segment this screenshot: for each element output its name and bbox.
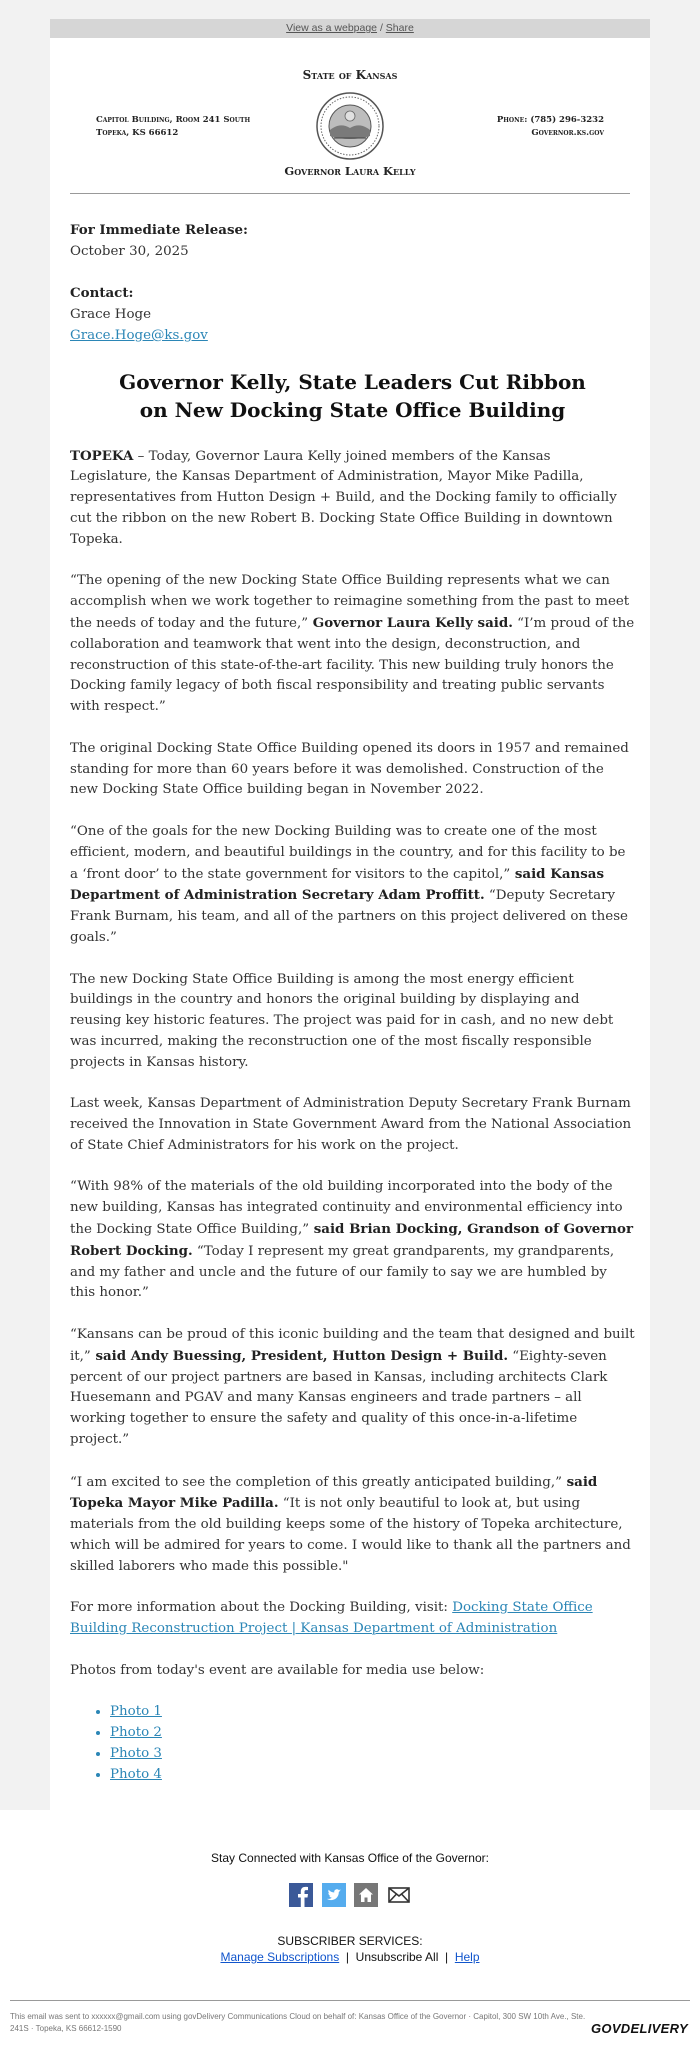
photo-1-link[interactable]: Photo 1	[110, 1704, 162, 1720]
photo-3-link[interactable]: Photo 3	[110, 1745, 162, 1761]
quote-attribution: said Andy Buessing, President, Hutton Design + Build.	[90, 1347, 508, 1364]
governor-name: Governor Laura Kelly	[284, 164, 416, 178]
headline-line-2: on New Docking State Office Building	[139, 397, 566, 422]
headline-line-1: Governor Kelly, State Leaders Cut Ribbon	[119, 369, 586, 394]
social-icons	[0, 1883, 700, 1907]
view-as-webpage-link[interactable]: View as a webpage	[286, 22, 378, 34]
kansas-seal-icon	[316, 92, 384, 160]
quote-text: “It is not only beautiful to look at, but using materials from the old building keeps some of the history of Topeka architecture, which will be admired for years to come. I would like to thank all the partners and skilled laborers who made this possible."	[70, 1496, 631, 1574]
contact-label: Contact:	[70, 285, 134, 302]
paragraph-11: Photos from today's event are available for media use below:	[70, 1662, 485, 1678]
quote-text: “With 98% of the materials of the old building incorporated into the body of the new building, Kansas has integrated continuity and environmental efficiency into the Docking State Office Building,”	[70, 1179, 623, 1238]
paragraph-4	[70, 822, 635, 949]
office-website: Governor.ks.gov	[531, 128, 604, 138]
govdelivery-logo: GOVDELIVERY	[591, 2021, 688, 2036]
list-item	[110, 1702, 635, 1723]
state-title: State of Kansas	[302, 68, 398, 82]
paragraph-8	[70, 1325, 635, 1451]
contact-info	[70, 283, 635, 346]
docking-project-link[interactable]: Docking State Office Building Reconstruction Project | Kansas Department of Administration	[70, 1600, 593, 1637]
office-contact	[497, 114, 604, 140]
release-label: For Immediate Release:	[70, 222, 248, 238]
quote-text: “Eighty-seven percent of our project partners are based in Kansas, including architects Clark Huesemann and PGAV and many Kansas engineers and trade partners – all working together to ensure the safety and quality of this once-in-a-lifetime project.”	[70, 1348, 608, 1448]
footer	[0, 1810, 700, 2054]
quote-attribution: said Topeka Mayor Mike Padilla.	[70, 1473, 598, 1512]
quote-attribution: Governor Laura Kelly said.	[308, 614, 513, 631]
help-link[interactable]: Help	[454, 1950, 480, 1964]
quote-text: “The opening of the new Docking State Office Building represents what we can accomplish when we work together to reimagine something from the past to meet the needs of today and the future,”	[70, 573, 630, 631]
footer-divider	[10, 2000, 690, 2001]
contact-name: Grace Hoge	[70, 307, 151, 323]
photo-list	[70, 1702, 635, 1785]
office-address	[96, 114, 250, 140]
paragraph-5: The new Docking State Office Building is among the most energy efficient buildings in the country and honors the original building by displaying and reusing key historic features. The project was paid for in cash, and no new debt was incurred, making the reconstruction one of the most fiscally responsible projects in Kansas history.	[70, 971, 614, 1070]
paragraph-9	[70, 1472, 635, 1578]
release-info	[70, 220, 635, 263]
list-item	[110, 1723, 635, 1744]
manage-subscriptions-link[interactable]: Manage Subscriptions	[220, 1950, 340, 1964]
address-line-1: Capitol Building, Room 241 South	[96, 115, 251, 125]
quote-attribution: said Brian Docking, Grandson of Governor Robert Docking.	[70, 1221, 634, 1259]
separator: |	[339, 1950, 356, 1964]
quote-text: “Today I represent my great grandparents, my grandparents, and my father and uncle and the future of our family to say we are humbled by this honor.”	[70, 1243, 615, 1301]
separator: |	[438, 1950, 455, 1964]
top-bar	[50, 19, 650, 38]
quote-text: “Deputy Secretary Frank Burnam, his team, and all of the partners on this project delivered on these goals.”	[70, 888, 628, 945]
press-release-body	[70, 220, 635, 1826]
share-link[interactable]: Share	[385, 22, 414, 34]
photo-4-link[interactable]: Photo 4	[110, 1766, 162, 1782]
header-divider	[70, 193, 630, 194]
paragraph-1-text: – Today, Governor Laura Kelly joined members of the Kansas Legislature, the Kansas Department of Administration, Mayor Mike Padilla, representatives from Hutton Design + Build, and the Docking family to officially cut the ribbon on the new Robert B. Docking State Office Building in downtown Topeka.	[70, 448, 617, 547]
headline	[70, 368, 635, 424]
photo-2-link[interactable]: Photo 2	[110, 1725, 162, 1741]
release-date: October 30, 2025	[70, 243, 189, 259]
paragraph-3: The original Docking State Office Building opened its doors in 1957 and remained standing for more than 60 years before it was demolished. Construction of the new Docking State Office building began in November 2022.	[70, 740, 629, 798]
subscriber-services-title: SUBSCRIBER SERVICES:	[277, 1934, 423, 1948]
quote-text: “I am excited to see the completion of this greatly anticipated building,”	[70, 1474, 562, 1490]
quote-text: “One of the goals for the new Docking Building was to create one of the most efficient, modern, and beautiful buildings in the country, and for this facility to be a ‘front door’ to the state government for visitors to the capitol,”	[70, 823, 626, 882]
quote-text: “I’m proud of the collaboration and teamwork that went into the design, deconstruction, and reconstruction of this state-of-the-art facility. This new building truly honors the Docking family legacy of both fiscal responsibility and treating public servants with respect.”	[70, 615, 635, 715]
subscriber-links	[0, 1950, 700, 1964]
stay-connected-text: Stay Connected with Kansas Office of the Governor:	[211, 1851, 489, 1865]
paragraph-10	[70, 1598, 635, 1640]
unsubscribe-all-link[interactable]: Unsubscribe All	[355, 1950, 439, 1964]
list-item	[110, 1744, 635, 1765]
address-line-2: Topeka, KS 66612	[96, 128, 179, 138]
office-phone: Phone: (785) 296-3232	[496, 115, 604, 125]
more-info-text: For more information about the Docking Building, visit:	[70, 1600, 453, 1616]
email-icon[interactable]	[387, 1883, 411, 1907]
list-item	[110, 1765, 635, 1786]
topbar-separator: /	[377, 22, 386, 34]
paragraph-2	[70, 571, 635, 718]
quote-attribution: said Kansas Department of Administration Secretary Adam Proffitt.	[70, 865, 605, 904]
facebook-icon[interactable]	[289, 1883, 313, 1907]
home-icon[interactable]	[354, 1883, 378, 1907]
paragraph-7	[70, 1177, 635, 1304]
fine-print: This email was sent to xxxxxx@gmail.com using govDelivery Communications Cloud on behalf of: Kansas Office of the Governor · Capitol, 300 SW 10th Ave., Ste. 241S · Topeka, KS 66612-1590	[10, 2012, 586, 2033]
twitter-icon[interactable]	[322, 1883, 346, 1907]
dateline: TOPEKA	[70, 447, 134, 464]
quote-text: “Kansans can be proud of this iconic building and the team that designed and built it,”	[70, 1327, 635, 1364]
email-card	[50, 38, 650, 1810]
paragraph-1	[70, 446, 635, 551]
contact-email-link[interactable]: Grace.Hoge@ks.gov	[70, 327, 208, 343]
paragraph-6: Last week, Kansas Department of Administration Deputy Secretary Frank Burnam received the Innovation in State Government Award from the National Association of State Chief Administrators for his work on the project.	[70, 1096, 632, 1153]
